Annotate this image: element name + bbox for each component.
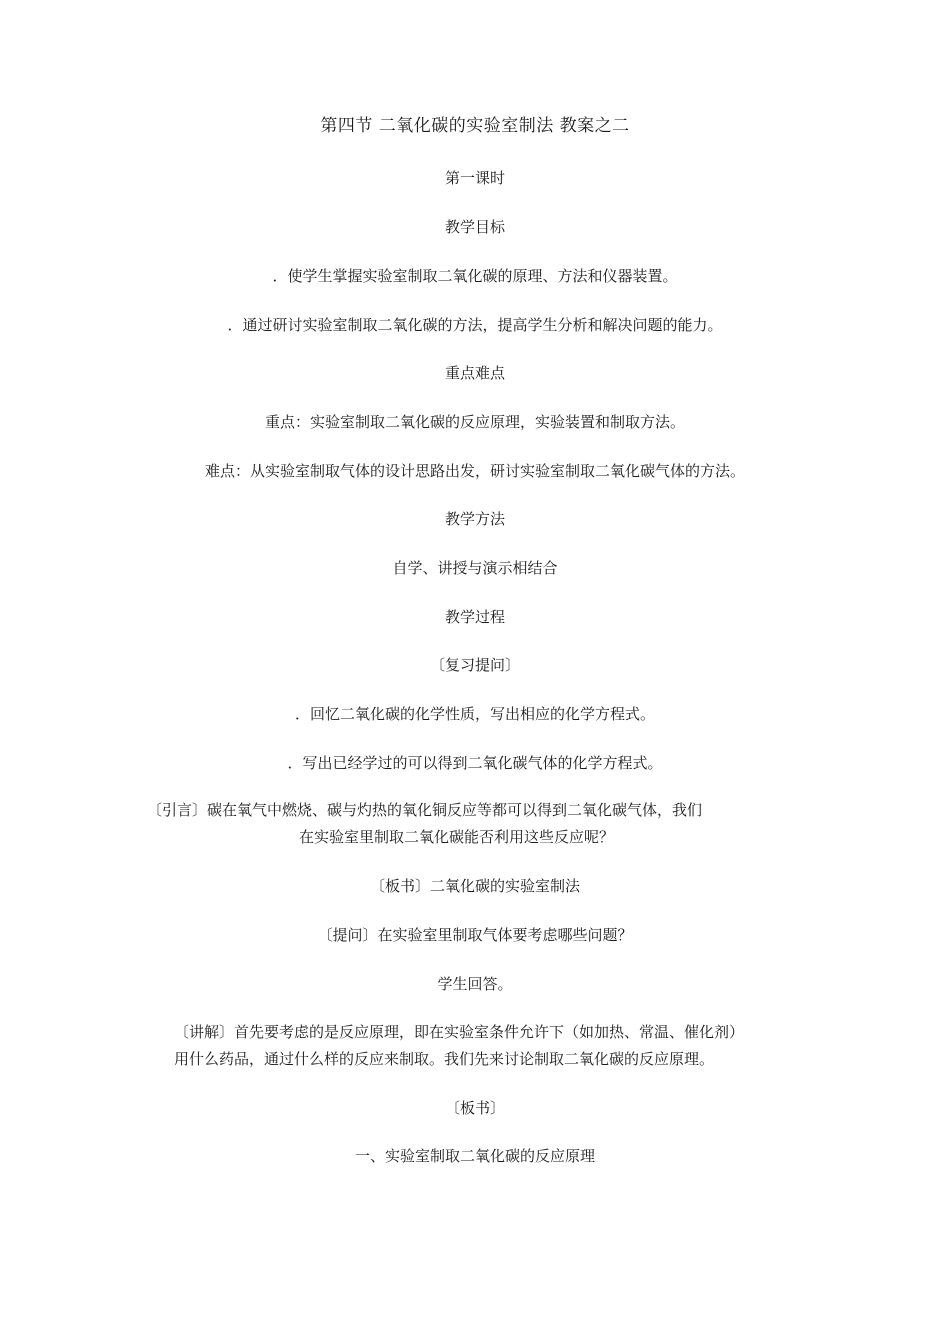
review-question-1: ．回忆二氧化碳的化学性质，写出相应的化学方程式。 — [294, 705, 655, 723]
objective-1: ．使学生掌握实验室制取二氧化碳的原理、方法和仪器装置。 — [272, 267, 678, 285]
methods-heading: 教学方法 — [444, 510, 505, 528]
student-answer: 学生回答。 — [437, 975, 513, 993]
key-points-heading: 重点难点 — [444, 364, 505, 382]
intro-line-1: 〔引言〕碳在氧气中燃烧、碳与灼热的氧化铜反应等都可以得到二氧化碳气体，我们 — [147, 801, 703, 819]
process-heading: 教学过程 — [444, 608, 505, 626]
document-title: 第四节 二氧化碳的实验室制法 教案之二 — [320, 116, 630, 136]
lesson-label: 第一课时 — [444, 169, 505, 187]
board-note-2: 〔板书〕 — [444, 1099, 505, 1117]
explanation-paragraph — [174, 1019, 744, 1073]
key-point: 重点：实验室制取二氧化碳的反应原理，实验装置和制取方法。 — [264, 413, 685, 431]
methods-text: 自学、讲授与演示相结合 — [392, 559, 558, 577]
objectives-heading: 教学目标 — [444, 218, 505, 236]
teacher-question: 〔提问〕在实验室里制取气体要考虑哪些问题？ — [317, 926, 633, 944]
explanation-line-1: 〔讲解〕首先要考虑的是反应原理，即在实验室条件允许下（如加热、常温、催化剂） — [174, 1023, 745, 1041]
intro-paragraph — [147, 797, 702, 851]
review-question-2: ．写出已经学过的可以得到二氧化碳气体的化学方程式。 — [287, 754, 663, 772]
intro-line-2: 在实验室里制取二氧化碳能否利用这些反应呢？ — [299, 828, 615, 846]
board-note-1: 〔板书〕二氧化碳的实验室制法 — [369, 877, 580, 895]
explanation-line-2: 用什么药品，通过什么样的反应来制取。我们先来讨论制取二氧化碳的反应原理。 — [174, 1050, 715, 1068]
review-label: 〔复习提问〕 — [429, 656, 520, 674]
section-heading-1: 一、实验室制取二氧化碳的反应原理 — [354, 1147, 595, 1165]
objective-2: ．通过研讨实验室制取二氧化碳的方法，提高学生分析和解决问题的能力。 — [227, 316, 723, 334]
difficult-point: 难点：从实验室制取气体的设计思路出发，研讨实验室制取二氧化碳气体的方法。 — [204, 462, 745, 480]
